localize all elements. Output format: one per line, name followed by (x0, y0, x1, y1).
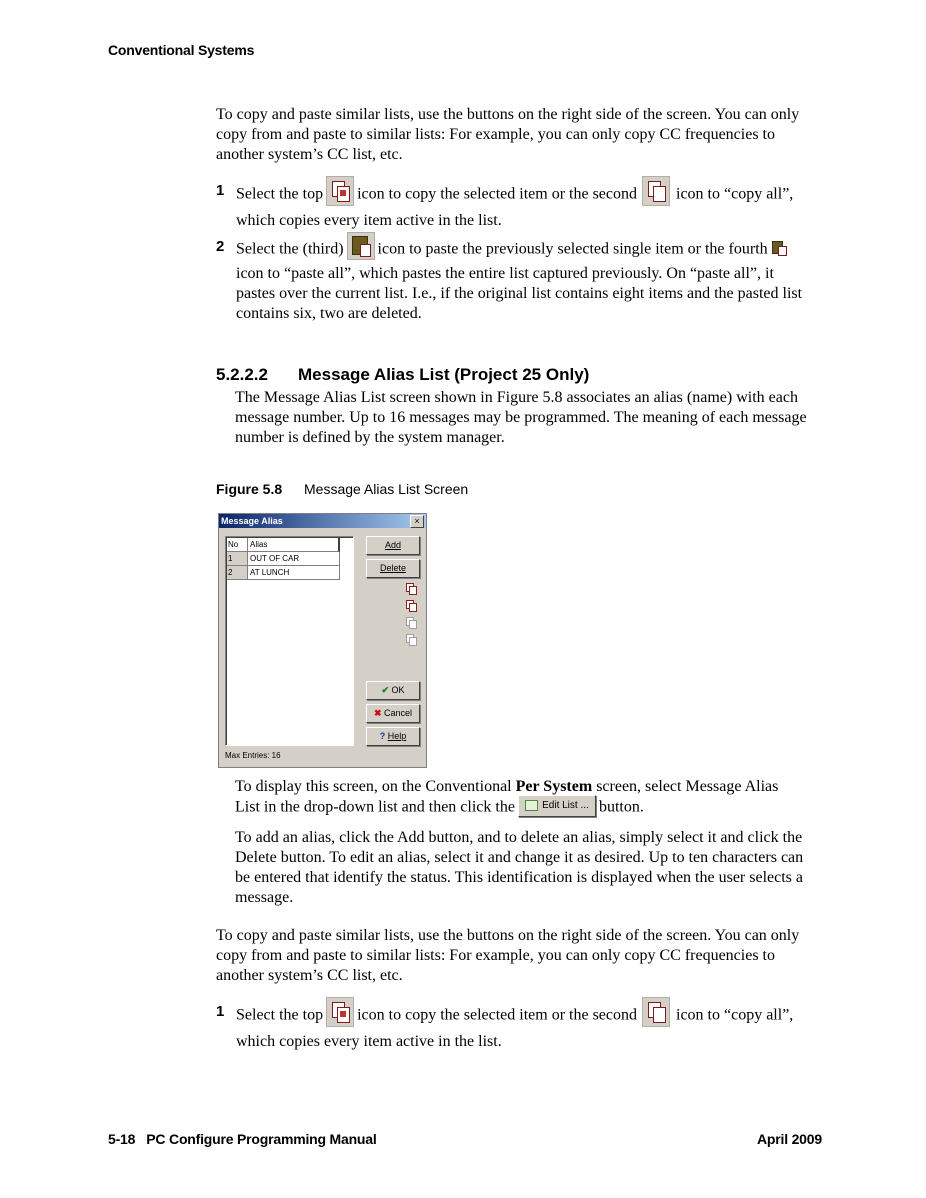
row-alias[interactable]: AT LUNCH (248, 566, 340, 580)
cancel-button[interactable]: ✖ Cancel (366, 704, 420, 723)
step-paste (236, 236, 826, 324)
add-button[interactable]: Add (366, 536, 420, 555)
check-icon: ✔ (381, 685, 389, 695)
page-footer-left: 5-18 PC Configure Programming Manual (108, 1131, 377, 1147)
display-text: List in the drop-down list and then click the (235, 798, 515, 816)
section-number: 5.2.2.2 (216, 365, 268, 384)
dialog-title: Message Alias (221, 516, 283, 526)
delete-button[interactable]: Delete (366, 559, 420, 578)
step-copy (236, 1001, 826, 1052)
display-paragraph (235, 777, 817, 819)
cross-icon: ✖ (373, 708, 382, 718)
step-number: 1 (216, 1003, 225, 1020)
figure-caption: Message Alias List Screen (304, 481, 469, 497)
dialog-titlebar (219, 514, 426, 528)
copy-icon (326, 176, 354, 206)
step-text: Select the top (236, 1006, 324, 1024)
copy-all-icon[interactable] (406, 600, 416, 611)
paste-all-icon[interactable] (406, 634, 416, 645)
alias-grid[interactable] (225, 536, 354, 746)
step-text: icon to copy the selected item or the second (357, 1006, 637, 1024)
max-entries-label: Max Entries: 16 (225, 751, 281, 760)
column-header-alias: Alias (248, 538, 340, 552)
step-text: icon to “paste all”, which pastes the entire list captured previously. On “paste all”, it pastes over the current list. I.e., if the original list contains eight items and the pasted list contains six, two are deleted. (236, 265, 803, 322)
paste-icon (347, 232, 375, 260)
row-alias[interactable]: OUT OF CAR (248, 552, 340, 566)
section-body: The Message Alias List screen shown in Figure 5.8 associates an alias (name) with each message number. Up to 16 messages may be programmed. The meaning of each message number is defined by the system manager. (235, 389, 807, 446)
copy-icon[interactable] (406, 583, 416, 594)
step-text: Select the top (236, 185, 324, 203)
step-text: icon to paste the previously selected single item or the fourth (377, 240, 768, 258)
edit-list-button: Edit List ... (518, 795, 596, 817)
intro-paragraph: To copy and paste similar lists, use the buttons on the right side of the screen. You can only copy from and paste to similar lists: For example, you can only copy CC frequencies to another system’s CC list, etc. (216, 927, 800, 984)
question-icon: ? (379, 731, 386, 741)
paste-icon[interactable] (406, 617, 416, 628)
column-header-no: No (227, 538, 248, 552)
step-text: icon to copy the selected item or the second (357, 185, 637, 203)
step-number: 2 (216, 238, 225, 255)
ok-button[interactable]: ✔ OK (366, 681, 420, 700)
section-title: Message Alias List (Project 25 Only) (298, 365, 590, 384)
step-text: icon to “copy all”, (676, 185, 794, 203)
figure-label: Figure 5.8 (216, 481, 283, 497)
copy-icon (326, 997, 354, 1027)
step-text: which copies every item active in the list. (236, 1033, 502, 1050)
step-text: icon to “copy all”, (676, 1006, 794, 1024)
copy-all-icon (642, 176, 670, 206)
page-footer-date: April 2009 (757, 1131, 822, 1147)
step-number: 1 (216, 182, 225, 199)
step-text: which copies every item active in the list. (236, 212, 502, 229)
row-number: 2 (227, 566, 248, 580)
copy-all-icon (642, 997, 670, 1027)
per-system-label: Per System (515, 778, 593, 795)
message-alias-dialog (218, 513, 427, 768)
help-button[interactable]: ? Help (366, 727, 420, 746)
running-header: Conventional Systems (108, 42, 255, 58)
step-copy (236, 180, 826, 231)
list-icon (525, 800, 538, 811)
paste-all-icon (771, 240, 787, 256)
display-text: button. (598, 798, 644, 816)
display-text: screen, select Message Alias (596, 778, 779, 795)
step-text: Select the (third) (236, 240, 344, 258)
intro-paragraph: To copy and paste similar lists, use the buttons on the right side of the screen. You can only copy from and paste to similar lists: For example, you can only copy CC frequencies to another system’s CC list, etc. (216, 106, 800, 163)
close-icon[interactable]: × (410, 515, 424, 528)
display-text: To display this screen, on the Conventional (235, 778, 512, 795)
row-number: 1 (227, 552, 248, 566)
add-alias-paragraph: To add an alias, click the Add button, and to delete an alias, simply select it and click the Delete button. To edit an alias, select it and change it as desired. Up to ten characters can be entered that identify the status. This identification is displayed when the user selects a message. (235, 829, 804, 906)
